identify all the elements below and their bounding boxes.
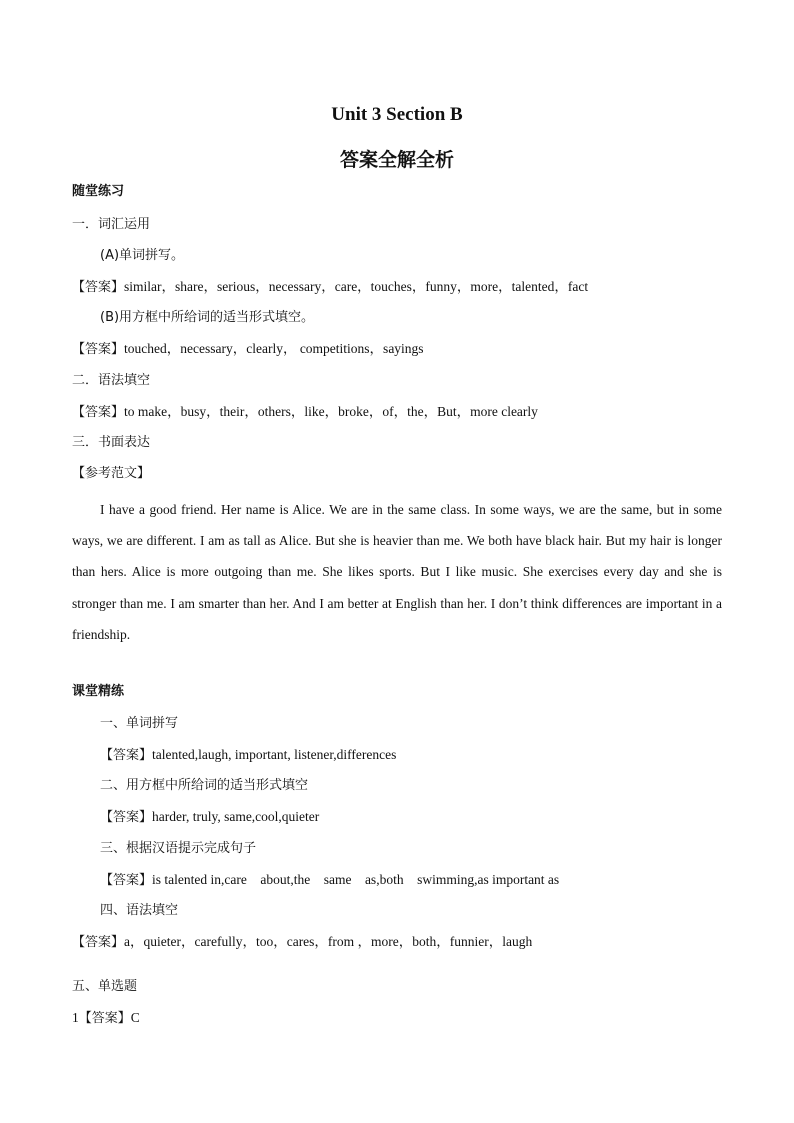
doc-subtitle: 答案全解全析	[339, 149, 454, 171]
answer-label: 【答案】	[100, 873, 153, 888]
answer-label: 【答案】	[72, 342, 125, 357]
doc-title: Unit 3 Section B	[331, 104, 463, 125]
answer-text: a，quieter，carefully，too，cares，from ，more，both，funnier，laugh	[124, 934, 533, 949]
answer-text: harder, truly, same,cool,quieter	[152, 809, 320, 824]
answer-text: similar，share，serious，necessary，care，touches，funny，more，talented，fact	[124, 279, 589, 294]
answer-text: is talented in,care about,the same as,both swimming,as important as	[152, 872, 560, 887]
q3-answer-line	[100, 871, 559, 890]
partA-answer-line	[72, 278, 588, 297]
q2-title: 二、用方框中所给词的适当形式填空	[100, 778, 309, 793]
part3-title: 三．书面表达	[72, 435, 151, 450]
part2-answer-line	[72, 403, 538, 422]
q3-title: 三、根据汉语提示完成句子	[100, 841, 257, 856]
answer-label: 【答案】	[72, 935, 125, 950]
part2-title: 二．语法填空	[72, 373, 151, 388]
q1-title: 一、单词拼写	[100, 716, 179, 731]
q2-answer-line	[100, 808, 319, 827]
question-number: 1	[72, 1010, 79, 1025]
answer-text: to make，busy，their，others，like，broke，of，the，But，more clearly	[124, 404, 538, 419]
q5-title: 五、单选题	[72, 979, 138, 994]
q5-first-answer-line	[72, 1009, 140, 1028]
q4-title: 四、语法填空	[100, 903, 179, 918]
partB-answer-line	[72, 340, 424, 359]
answer-text: touched，necessary，clearly， competitions，sayings	[124, 341, 424, 356]
q1-answer-line	[100, 746, 396, 765]
part1-title: 一．词汇运用	[72, 217, 151, 232]
essay-paragraph: I have a good friend. Her name is Alice. We are in the same class. In some ways, we are the same, but in some ways, we are different. I am as tall as Alice. But she is heavier than me. We both have black hair. But my hair is longer than hers. Alice is more outgoing than me. She likes sports. But I like music. She exercises every day and she is stronger than me. I am smarter than her. And I am better at English than her. I don’t think differences are important in a friendship.	[72, 502, 722, 642]
answer-label: 【答案】	[72, 405, 125, 420]
partB-title: (B)用方框中所给词的适当形式填空。	[100, 310, 315, 325]
answer-text: talented,laugh, important, listener,differences	[152, 747, 397, 762]
answer-label: 【答案】	[78, 1011, 131, 1026]
answer-text: C	[130, 1010, 140, 1025]
partA-title: (A)单词拼写。	[100, 248, 185, 263]
section-heading-practice: 随堂练习	[72, 184, 125, 199]
section-heading-class: 课堂精练	[72, 684, 125, 699]
answer-label: 【答案】	[100, 810, 153, 825]
q4-answer-line	[72, 933, 532, 952]
part3-label: 【参考范文】	[72, 466, 151, 481]
answer-label: 【答案】	[72, 280, 125, 295]
answer-label: 【答案】	[100, 748, 153, 763]
